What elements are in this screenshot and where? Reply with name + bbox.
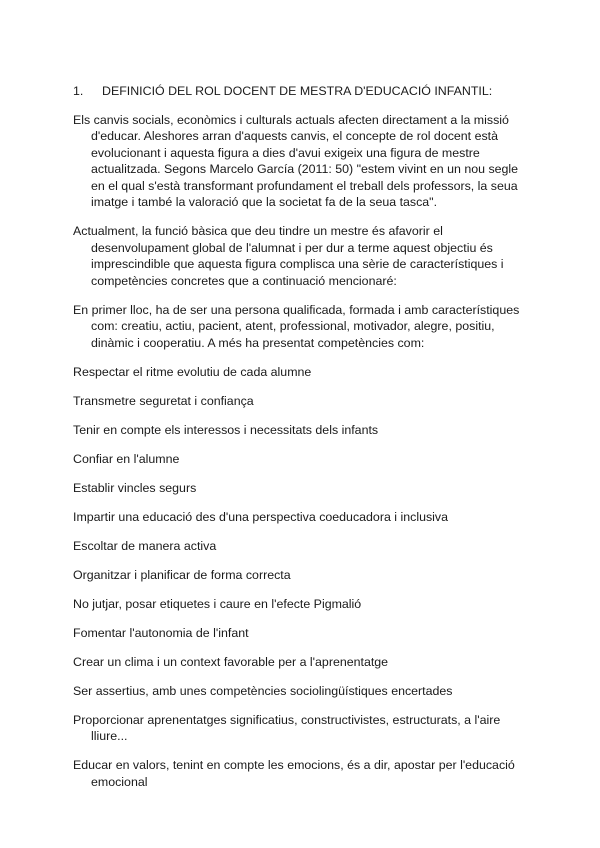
list-item: Respectar el ritme evolutiu de cada alumne bbox=[73, 364, 312, 379]
list-item: Proporcionar aprenentatges significatius, constructivistes, estructurats, a l'aire lliure... bbox=[73, 712, 501, 743]
list-item: Escoltar de manera activa bbox=[73, 538, 217, 553]
list-item: Fomentar l'autonomia de l'infant bbox=[73, 625, 249, 640]
qualities-paragraph: En primer lloc, ha de ser una persona qualificada, formada i amb característiques com: creatiu, actiu, pacient, atent, professional, motivador, alegre, positiu, dinàmic i cooperatiu. A més ha presentat competències com: bbox=[73, 302, 520, 350]
list-item: Transmetre seguretat i confiança bbox=[73, 393, 254, 408]
list-item: No jutjar, posar etiquetes i caure en l'efecte Pigmalió bbox=[73, 596, 362, 611]
section-title: DEFINICIÓ DEL ROL DOCENT DE MESTRA D'EDUCACIÓ INFANTIL: bbox=[102, 84, 493, 98]
list-item: Establir vincles segurs bbox=[73, 480, 197, 495]
list-item: Educar en valors, tenint en compte les emocions, és a dir, apostar per l'educació emocional bbox=[73, 758, 515, 789]
list-item: Impartir una educació des d'una perspectiva coeducadora i inclusiva bbox=[73, 509, 448, 524]
list-item: Crear un clima i un context favorable per a l'aprenentatge bbox=[73, 654, 389, 669]
function-paragraph: Actualment, la funció bàsica que deu tindre un mestre és afavorir el desenvolupament global de l'alumnat i per dur a terme aquest objectiu és imprescindible que aquesta figura complisca una sèrie de característiques i competències concretes que a continuació mencionaré: bbox=[73, 224, 504, 288]
intro-paragraph: Els canvis socials, econòmics i culturals actuals afecten directament a la missió d'educar. Aleshores arran d'aquests canvis, el concepte de rol docent està evolucionant i aquesta figura a dies d'avui exigeix una figura de mestre actualitzada. Segons Marcelo García (2011: 50) "estem vivint en un nou segle en el qual s'està transformant profundament el treball dels professors, la seua imatge i també la valoració que la societat fa de la seua tasca". bbox=[73, 112, 519, 209]
competence-list bbox=[73, 364, 535, 791]
list-item: Ser assertius, amb unes competències sociolingüístiques encertades bbox=[73, 683, 453, 698]
list-item: Tenir en compte els interessos i necessitats dels infants bbox=[73, 422, 379, 437]
list-item: Organitzar i planificar de forma correcta bbox=[73, 567, 291, 582]
section-heading bbox=[73, 83, 535, 100]
section-number: 1. bbox=[73, 84, 84, 98]
document-page bbox=[73, 83, 535, 803]
list-item: Confiar en l'alumne bbox=[73, 451, 180, 466]
